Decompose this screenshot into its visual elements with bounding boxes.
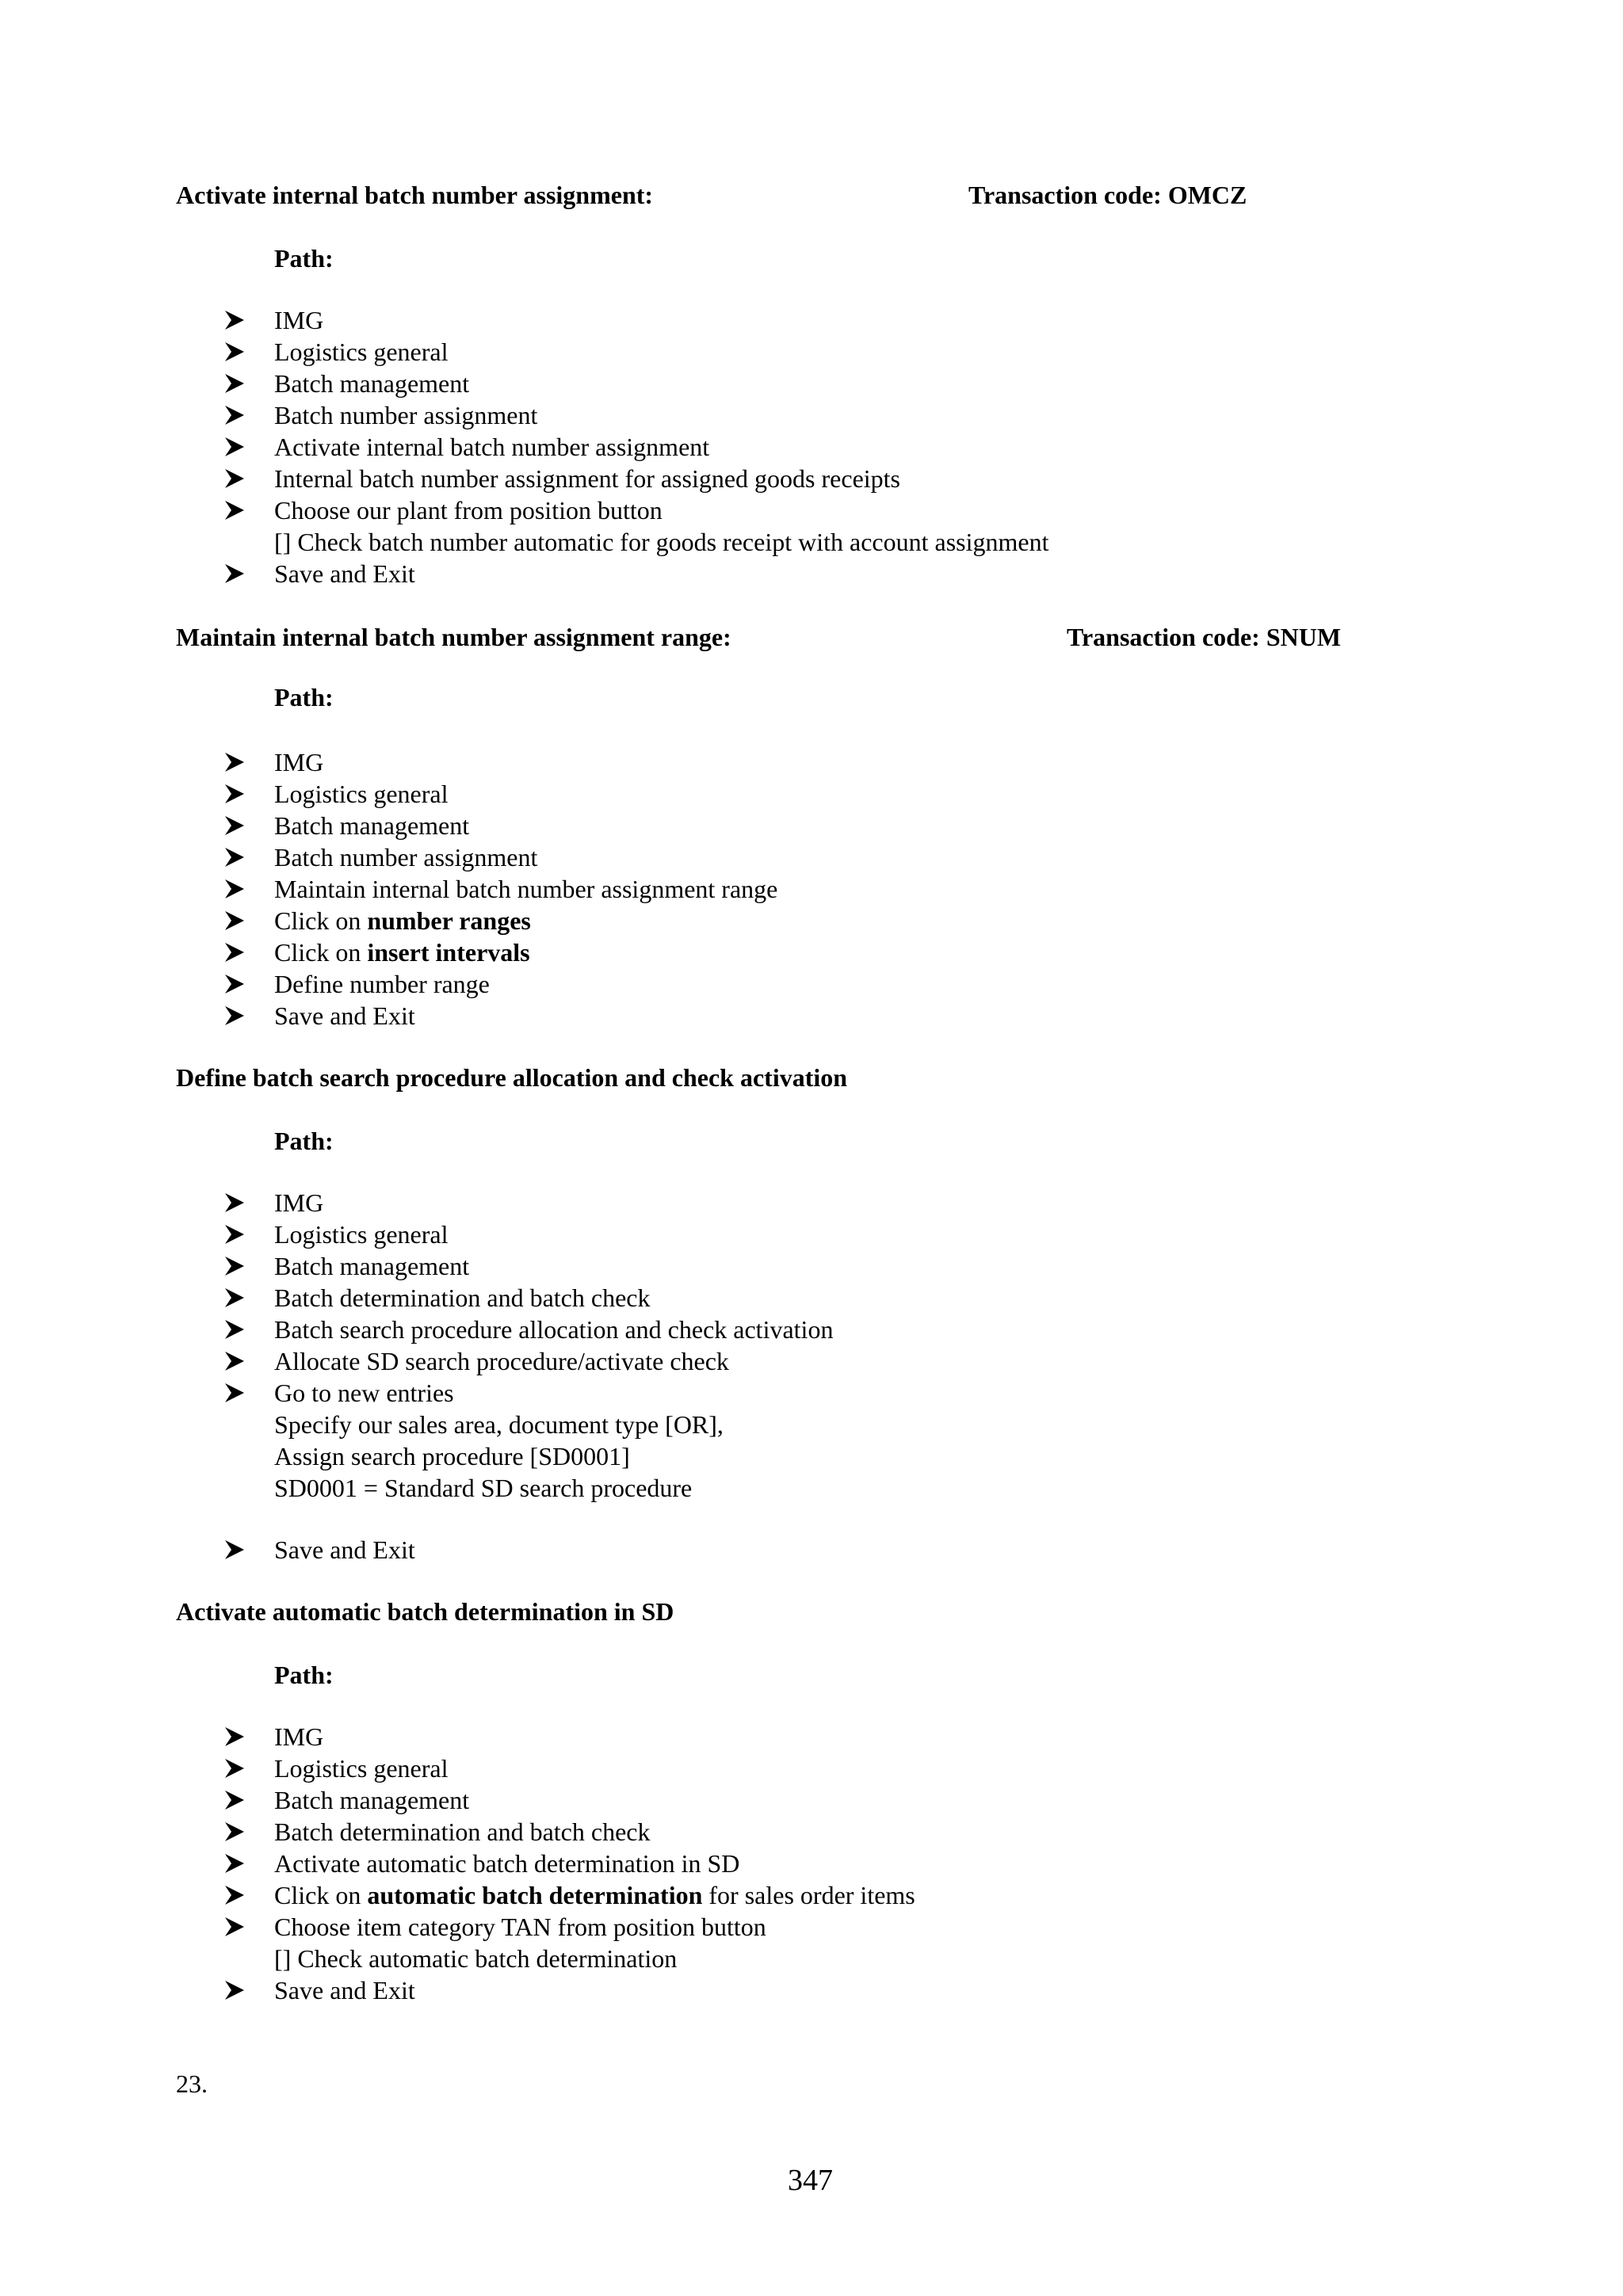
arrow-bullet-icon	[224, 1351, 245, 1371]
list-item-text: Batch management	[274, 1786, 470, 1814]
path-label: Path:	[274, 683, 334, 711]
list-item-text: Batch number assignment	[274, 843, 538, 871]
list-item-text: [] Check automatic batch determination	[274, 1944, 678, 1973]
list-item-text: Batch number assignment	[274, 401, 538, 429]
arrow-bullet-icon	[224, 1256, 245, 1276]
arrow-bullet-icon	[224, 1726, 245, 1747]
arrow-bullet-icon	[224, 1885, 245, 1905]
arrow-bullet-icon	[224, 815, 245, 836]
path-label: Path:	[274, 1127, 334, 1155]
list-item-text: Activate automatic batch determination in SD	[274, 1849, 740, 1878]
list-item-text: Batch management	[274, 369, 470, 398]
section-heading: Activate internal batch number assignment:	[176, 181, 654, 209]
path-label: Path:	[274, 1661, 334, 1689]
list-item-text: Go to new entries	[274, 1379, 454, 1407]
section-heading: Activate automatic batch determination in SD	[176, 1597, 674, 1626]
arrow-bullet-icon	[224, 784, 245, 804]
arrow-bullet-icon	[224, 1319, 245, 1340]
list-item-text: Batch determination and batch check	[274, 1817, 651, 1846]
list-item-text-bold: automatic batch determination	[367, 1881, 703, 1909]
list-item-text: IMG	[274, 1722, 324, 1751]
arrow-bullet-icon	[224, 373, 245, 394]
list-item-text	[274, 936, 530, 968]
list-item-text-pre: Click on	[274, 906, 368, 935]
list-item-text: Internal batch number assignment for assigned goods receipts	[274, 464, 900, 493]
list-item-text: Assign search procedure [SD0001]	[274, 1442, 630, 1470]
section-heading: Define batch search procedure allocation and check activation	[176, 1063, 848, 1092]
list-item-text: Define number range	[274, 970, 490, 998]
list-item-text: Choose item category TAN from position button	[274, 1913, 766, 1941]
list-item-text: Logistics general	[274, 338, 449, 366]
arrow-bullet-icon	[224, 1917, 245, 1937]
list-item-text-post: for sales order items	[702, 1881, 915, 1909]
list-item-text: IMG	[274, 306, 324, 334]
list-item-text: Batch management	[274, 1252, 470, 1280]
arrow-bullet-icon	[224, 974, 245, 994]
list-item-text: SD0001 = Standard SD search procedure	[274, 1474, 693, 1502]
list-item-text-bold: number ranges	[367, 906, 531, 935]
arrow-bullet-icon	[224, 1224, 245, 1245]
list-item-text: Logistics general	[274, 1220, 449, 1249]
arrow-bullet-icon	[224, 910, 245, 931]
list-item-text: Maintain internal batch number assignment range	[274, 875, 778, 903]
list-item-text: Save and Exit	[274, 1001, 415, 1030]
list-item-text: Logistics general	[274, 1754, 449, 1783]
arrow-bullet-icon	[224, 310, 245, 330]
list-item-text-pre: Click on	[274, 938, 368, 967]
arrow-bullet-icon	[224, 1539, 245, 1560]
list-item-text: Activate internal batch number assignment	[274, 433, 710, 461]
arrow-bullet-icon	[224, 1980, 245, 2000]
arrow-bullet-icon	[224, 405, 245, 425]
list-item-text: Allocate SD search procedure/activate check	[274, 1347, 729, 1375]
arrow-bullet-icon	[224, 437, 245, 457]
page-number: 347	[788, 2164, 833, 2197]
footnote-number: 23.	[176, 2069, 208, 2098]
arrow-bullet-icon	[224, 1853, 245, 1874]
arrow-bullet-icon	[224, 563, 245, 584]
arrow-bullet-icon	[224, 1821, 245, 1842]
path-label: Path:	[274, 244, 334, 273]
list-item-text: IMG	[274, 1188, 324, 1217]
arrow-bullet-icon	[224, 1005, 245, 1026]
arrow-bullet-icon	[224, 1758, 245, 1779]
arrow-bullet-icon	[224, 1383, 245, 1403]
list-item-text: Batch management	[274, 811, 470, 840]
arrow-bullet-icon	[224, 341, 245, 362]
list-item-text	[274, 905, 531, 936]
arrow-bullet-icon	[224, 1287, 245, 1308]
section-heading: Maintain internal batch number assignment range:	[176, 623, 731, 651]
list-item-text: Logistics general	[274, 780, 449, 808]
list-item-text-pre: Click on	[274, 1881, 368, 1909]
arrow-bullet-icon	[224, 879, 245, 899]
transaction-code: Transaction code: OMCZ	[968, 181, 1247, 209]
arrow-bullet-icon	[224, 847, 245, 868]
arrow-bullet-icon	[224, 468, 245, 489]
arrow-bullet-icon	[224, 752, 245, 772]
arrow-bullet-icon	[224, 942, 245, 963]
list-item-text: Save and Exit	[274, 1535, 415, 1564]
list-item-text-bold: insert intervals	[367, 938, 530, 967]
transaction-code: Transaction code: SNUM	[1067, 623, 1342, 651]
list-item-text: IMG	[274, 748, 324, 776]
list-item-text	[274, 1879, 915, 1911]
arrow-bullet-icon	[224, 500, 245, 521]
list-item-text: Specify our sales area, document type [OR],	[274, 1410, 724, 1439]
arrow-bullet-icon	[224, 1192, 245, 1213]
list-item-text: Save and Exit	[274, 559, 415, 588]
list-item-text: Save and Exit	[274, 1976, 415, 2004]
list-item-text: Batch determination and batch check	[274, 1283, 651, 1312]
list-item-text: [] Check batch number automatic for goods receipt with account assignment	[274, 528, 1049, 556]
list-item-text: Choose our plant from position button	[274, 496, 663, 524]
list-item-text: Batch search procedure allocation and check activation	[274, 1315, 834, 1344]
arrow-bullet-icon	[224, 1790, 245, 1810]
